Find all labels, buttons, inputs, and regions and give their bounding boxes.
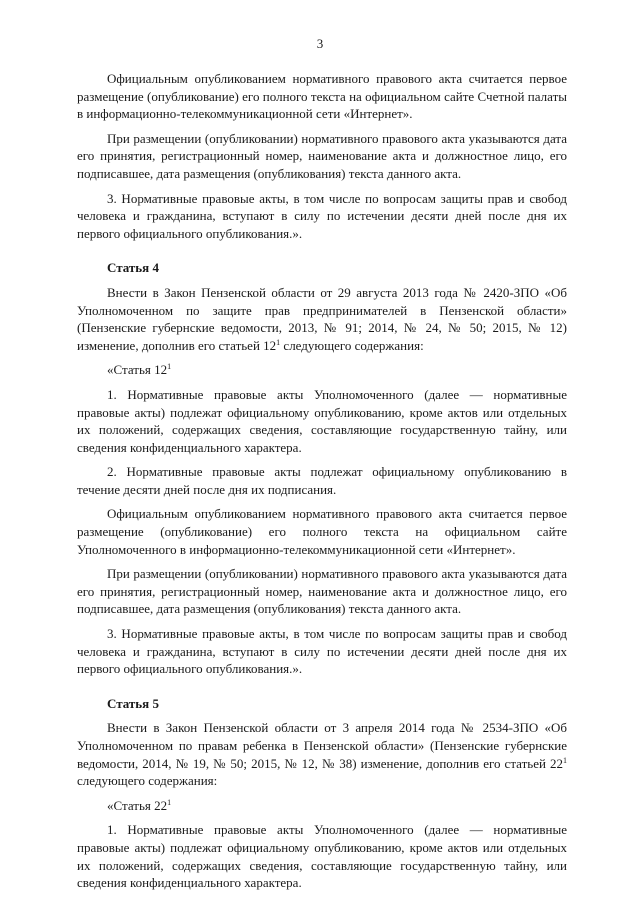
paragraph-amendment bbox=[77, 284, 567, 354]
superscript: 1 bbox=[276, 337, 281, 347]
paragraph-text: следующего содержания: bbox=[280, 337, 424, 353]
paragraph: 1. Нормативные правовые акты Уполномоченного (далее — нормативные правовые акты) подлежат официальному опубликованию, кроме актов или отдельных их положений, содержащих сведения, составляющие государственную тайну, или сведения конфиденциального характера. bbox=[77, 822, 567, 891]
superscript: 1 bbox=[167, 362, 172, 372]
article-title-quoted bbox=[77, 797, 567, 815]
paragraph: 1. Нормативные правовые акты Уполномоченного (далее — нормативные правовые акты) подлежат официальному опубликованию, кроме актов или отдельных их положений, содержащих сведения, составляющие государственную тайну, или сведения конфиденциального характера. bbox=[77, 386, 567, 455]
page-number: 3 bbox=[316, 36, 324, 51]
paragraph: 2. Нормативные правовые акты подлежат официальному опубликованию в течение десяти дней после дня их подписания. bbox=[77, 464, 567, 497]
paragraph-text: Внести в Закон Пензенской области от 29 августа 2013 года № 2420-ЗПО «Об Уполномоченном по защите прав предпринимателей в Пензенской области» (Пензенские губернские ведомости, 2013, № 91; 2014, № 24, № 50; 2015, № 12) изменение, дополнив его статьей 12 bbox=[77, 284, 567, 353]
paragraph: При размещении (опубликовании) нормативного правового акта указываются дата его принятия, регистрационный номер, наименование акта и должностное лицо, его подписавшее, дата размещения (опубликования) текста данного акта. bbox=[77, 566, 567, 617]
paragraph: 3. Нормативные правовые акты, в том числе по вопросам защиты прав и свобод человека и гражданина, вступают в силу по истечении десяти дней после дня их первого официального опубликования.». bbox=[77, 190, 567, 241]
paragraph: 3. Нормативные правовые акты, в том числе по вопросам защиты прав и свобод человека и гражданина, вступают в силу по истечении десяти дней после дня их первого официального опубликования.». bbox=[77, 626, 567, 677]
paragraph: Официальным опубликованием нормативного правового акта считается первое размещение (опубликование) его полного текста на официальном сайте Счетной палаты в информационно-телекоммуникационной сети «Интернет». bbox=[77, 71, 567, 122]
paragraph-text: следующего содержания: bbox=[77, 773, 218, 789]
superscript: 1 bbox=[167, 797, 172, 807]
paragraph-text: «Статья 22 bbox=[107, 797, 168, 813]
paragraph-text: «Статья 12 bbox=[107, 362, 168, 378]
article-heading: Статья 5 bbox=[107, 695, 159, 711]
article-heading: Статья 4 bbox=[107, 260, 159, 276]
paragraph: Официальным опубликованием нормативного правового акта считается первое размещение (опубликование) его полного текста на официальном сайте Уполномоченного в информационно-телекоммуникационной сети «Интернет». bbox=[77, 506, 567, 557]
paragraph-amendment bbox=[77, 719, 567, 789]
paragraph-text: Внести в Закон Пензенской области от 3 апреля 2014 года № 2534-ЗПО «Об Уполномоченном по правам ребенка в Пензенской области» (Пензенские губернские ведомости, 2014, № 19, № 50; 2015, № 12, № 38) изменение, дополнив его статьей 22 bbox=[77, 720, 567, 771]
document-body bbox=[77, 70, 567, 899]
superscript: 1 bbox=[563, 755, 567, 765]
paragraph: При размещении (опубликовании) нормативного правового акта указываются дата его принятия, регистрационный номер, наименование акта и должностное лицо, его подписавшее, дата размещения (опубликования) текста данного акта. bbox=[77, 130, 567, 181]
article-title-quoted bbox=[77, 361, 567, 379]
